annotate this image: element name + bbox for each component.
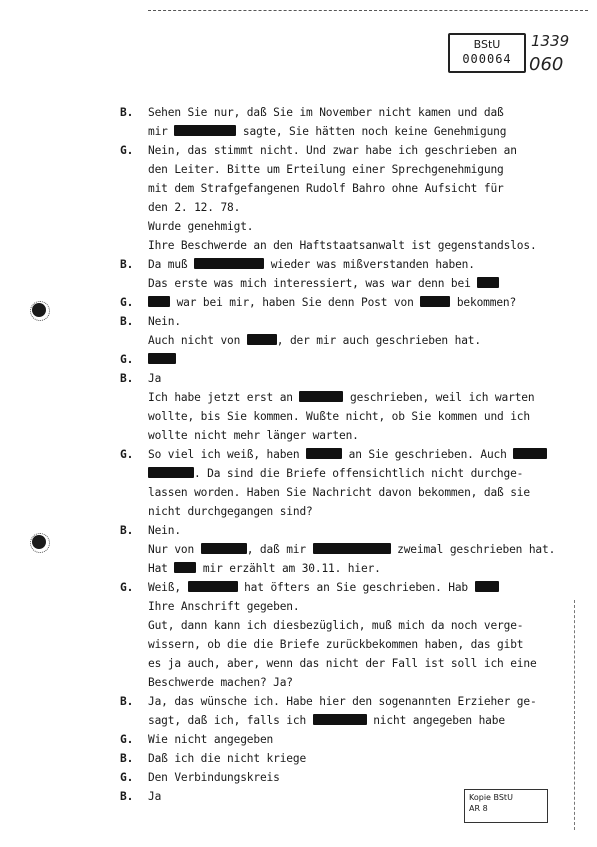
line-text: Sehen Sie nur, daß Sie im November nicht kamen und daß <box>148 106 504 119</box>
speaker-label: G. <box>120 296 134 309</box>
transcript-line <box>0 179 597 198</box>
line-text: es ja auch, aber, wenn das nicht der Fall ist soll ich eine <box>148 657 537 670</box>
line-text: Ich habe jetzt erst an geschrieben, weil ich warten <box>148 391 535 404</box>
line-text: wollte, bis Sie kommen. Wußte nicht, ob Sie kommen und ich <box>148 410 530 423</box>
transcript-line <box>0 141 597 160</box>
transcript-line <box>0 350 597 369</box>
redaction-bar <box>477 277 499 288</box>
redaction-bar <box>475 581 499 592</box>
speaker-label: G. <box>120 581 134 594</box>
redaction-bar <box>420 296 450 307</box>
transcript-line <box>0 369 597 388</box>
redaction-bar <box>194 258 264 269</box>
line-text: Nein, das stimmt nicht. Und zwar habe ich geschrieben an <box>148 144 517 157</box>
line-text: Das erste was mich interessiert, was war denn bei <box>148 274 499 293</box>
speaker-label: G. <box>120 733 134 746</box>
line-text: Ja, das wünsche ich. Habe hier den sogenannten Erzieher ge- <box>148 695 537 708</box>
speaker-label: B. <box>120 372 134 385</box>
transcript-line <box>0 673 597 692</box>
line-text: wissern, ob die die Briefe zurückbekommen haben, das gibt <box>148 638 524 651</box>
line-text: sagt, daß ich, falls ich nicht angegeben habe <box>148 714 505 727</box>
redaction-bar <box>148 353 176 364</box>
kopie-line-2: AR 8 <box>469 804 488 813</box>
line-text: Ihre Beschwerde an den Haftstaatsanwalt ist gegenstandslos. <box>148 239 537 252</box>
redaction-bar <box>306 448 342 459</box>
redaction-bar <box>313 543 391 554</box>
line-text: Nein. <box>148 315 181 328</box>
kopie-stamp <box>464 789 548 823</box>
transcript-line <box>0 597 597 616</box>
redaction-bar <box>513 448 547 459</box>
line-text: Da muß wieder was mißverstanden haben. <box>148 258 475 271</box>
redaction-bar <box>174 125 236 136</box>
speaker-label: B. <box>120 258 134 271</box>
transcript-line <box>0 331 597 350</box>
line-text: Ja <box>148 790 162 803</box>
transcript-line <box>0 521 597 540</box>
line-text: Auch nicht von , der mir auch geschrieben hat. <box>148 334 481 347</box>
transcript-line <box>0 274 597 293</box>
line-text: den 2. 12. 78. <box>148 201 241 214</box>
transcript-line <box>0 464 597 483</box>
transcript-line <box>0 122 597 141</box>
redaction-bar <box>247 334 277 345</box>
speaker-label: B. <box>120 695 134 708</box>
redaction-bar <box>148 296 170 307</box>
line-text: Nein. <box>148 524 181 537</box>
speaker-label: B. <box>120 315 134 328</box>
line-text: Hat mir erzählt am 30.11. hier. <box>148 562 381 575</box>
transcript-line <box>0 236 597 255</box>
transcript-line <box>0 730 597 749</box>
transcript-line <box>0 483 597 502</box>
line-text: Weiß, hat öfters an Sie geschrieben. Hab <box>148 578 499 597</box>
line-text <box>148 350 176 369</box>
transcript-line <box>0 654 597 673</box>
line-text: . Da sind die Briefe offensichtlich nicht durchge- <box>148 464 523 483</box>
speaker-label: B. <box>120 752 134 765</box>
transcript-line <box>0 293 597 312</box>
line-text: nicht durchgegangen sind? <box>148 505 313 518</box>
line-text: Nur von , daß mir zweimal geschrieben hat. <box>148 543 556 556</box>
speaker-label: G. <box>120 448 134 461</box>
transcript-line <box>0 160 597 179</box>
speaker-label: B. <box>120 106 134 119</box>
transcript-line <box>0 502 597 521</box>
speaker-label: G. <box>120 353 134 366</box>
line-text: So viel ich weiß, haben an Sie geschrieben. Auch <box>148 445 547 464</box>
transcript-line <box>0 407 597 426</box>
transcript-line <box>0 711 597 730</box>
line-text: Den Verbindungskreis <box>148 771 280 784</box>
bstu-stamp <box>448 33 526 73</box>
line-text: lassen worden. Haben Sie Nachricht davon bekommen, daß sie <box>148 486 530 499</box>
speaker-label: B. <box>120 790 134 803</box>
line-text: mit dem Strafgefangenen Rudolf Bahro ohne Aufsicht für <box>148 182 504 195</box>
redaction-bar <box>201 543 247 554</box>
line-text: Gut, dann kann ich diesbezüglich, muß mich da noch verge- <box>148 619 524 632</box>
handwritten-number-top: 1339 <box>531 32 570 50</box>
transcript-line <box>0 312 597 331</box>
speaker-label: G. <box>120 771 134 784</box>
transcript-line <box>0 388 597 407</box>
transcript-line <box>0 426 597 445</box>
redaction-bar <box>148 467 194 478</box>
line-text: Wie nicht angegeben <box>148 733 274 746</box>
redaction-bar <box>299 391 343 402</box>
line-text: Daß ich die nicht kriege <box>148 752 307 765</box>
transcript-line <box>0 103 597 122</box>
transcript-line <box>0 255 597 274</box>
transcript-line <box>0 578 597 597</box>
handwritten-page-number: 060 <box>529 54 564 75</box>
transcript-line <box>0 217 597 236</box>
redaction-bar <box>174 562 196 573</box>
transcript-line <box>0 749 597 768</box>
transcript-line <box>0 635 597 654</box>
transcript-line <box>0 198 597 217</box>
line-text: Wurde genehmigt. <box>148 220 254 233</box>
transcript-line <box>0 616 597 635</box>
page-edge-mark <box>574 600 576 830</box>
line-text: Ihre Anschrift gegeben. <box>148 600 300 613</box>
stamp-label: BStU <box>473 38 501 51</box>
redaction-bar <box>188 581 238 592</box>
stamp-number: 000064 <box>462 52 512 66</box>
transcript-line <box>0 768 597 787</box>
line-text: Ja <box>148 372 162 385</box>
line-text: war bei mir, haben Sie denn Post von bekommen? <box>148 293 516 312</box>
kopie-line-1: Kopie BStU <box>469 793 513 802</box>
transcript-line <box>0 445 597 464</box>
transcript-line <box>0 692 597 711</box>
line-text: wollte nicht mehr länger warten. <box>148 429 359 442</box>
speaker-label: G. <box>120 144 134 157</box>
line-text: mir sagte, Sie hätten noch keine Genehmigung <box>148 125 507 138</box>
line-text: Beschwerde machen? Ja? <box>148 676 293 689</box>
redaction-bar <box>313 714 367 725</box>
line-text: den Leiter. Bitte um Erteilung einer Sprechgenehmigung <box>148 163 504 176</box>
transcript-line <box>0 540 597 559</box>
speaker-label: B. <box>120 524 134 537</box>
transcript-line <box>0 559 597 578</box>
top-dashed-line <box>148 10 588 11</box>
